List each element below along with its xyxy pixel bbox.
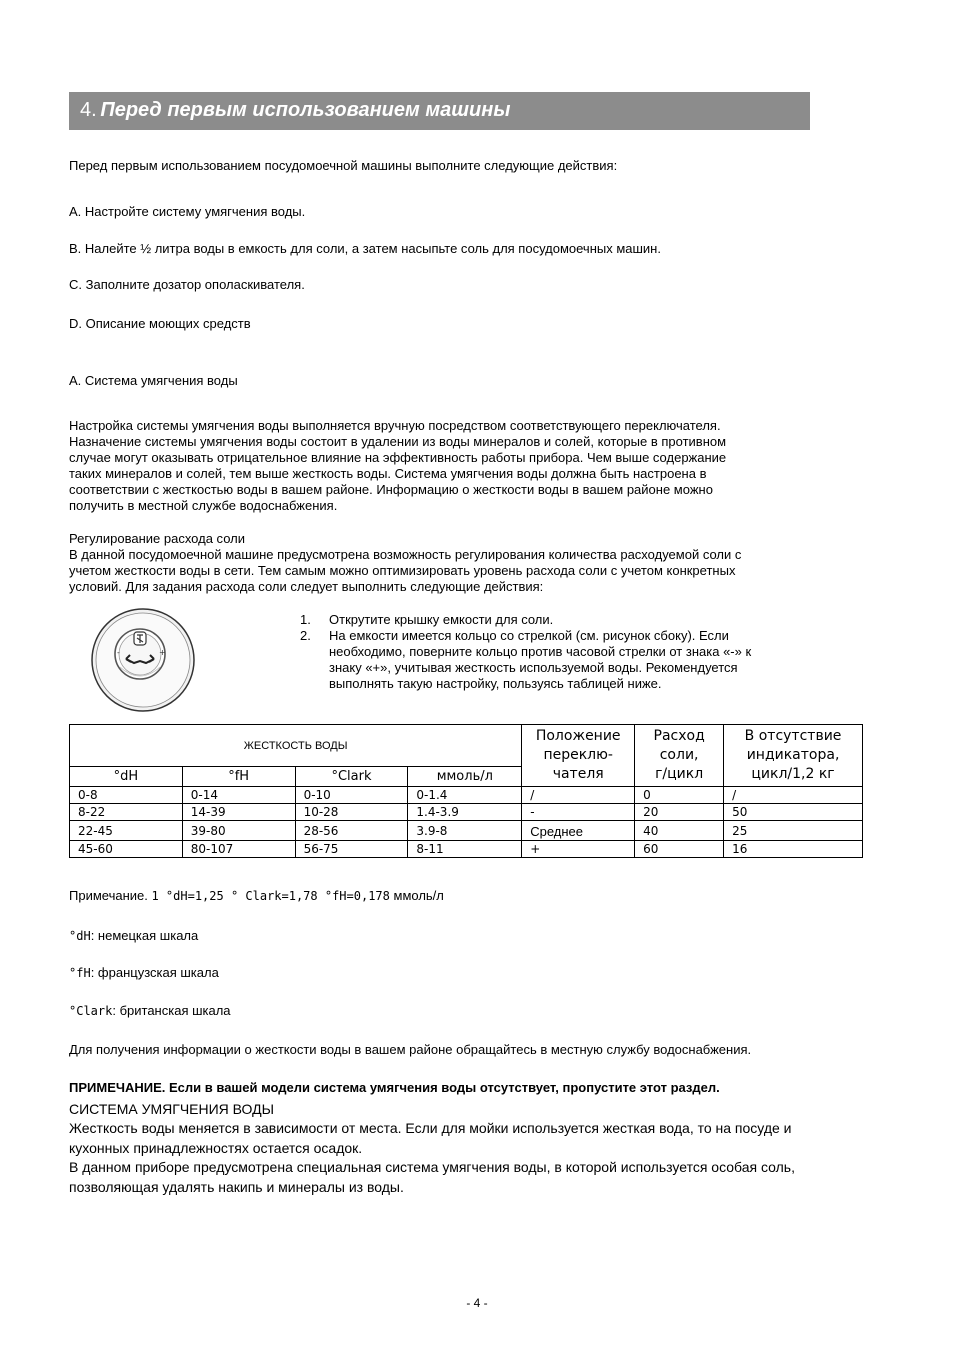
table-row (70, 841, 863, 858)
table-cell: 0-14 (182, 787, 295, 804)
table-cell: 16 (724, 841, 863, 858)
scale-dh (69, 928, 198, 944)
instruction-item (300, 628, 820, 692)
section-title: Перед первым использованием машины (100, 99, 511, 121)
table-cell: 0 (635, 787, 724, 804)
instruction-item (300, 612, 820, 628)
unit-header-fh: °fH (182, 767, 295, 787)
table-row (70, 821, 863, 841)
info-line: Для получения информации о жесткости воды в вашем районе обращайтесь в местную службу водоснабжения. (69, 1042, 752, 1057)
section-header (69, 92, 810, 130)
page-number: - 4 - (466, 1296, 488, 1310)
table-cell: 14-39 (182, 804, 295, 821)
scale-text: : британская шкала (112, 1003, 231, 1018)
no-indicator-header (724, 725, 863, 787)
scale-text: : французская шкала (90, 965, 219, 980)
notice-line: ПРИМЕЧАНИЕ. Если в вашей модели система умягчения воды отсутствует, пропустите этот раздел. (69, 1080, 720, 1095)
paragraph-line: В данной посудомоечной машине предусмотрена возможность регулирования количества расходуемой соли с (69, 547, 742, 562)
paragraph-line: Назначение системы умягчения воды состоит в удалении из воды минералов и солей, которые в противном (69, 434, 727, 449)
salt-cap-icon (90, 607, 196, 713)
hardness-group-header: ЖЕСТКОСТЬ ВОДЫ (70, 725, 522, 767)
instruction-line: На емкости имеется кольцо со стрелкой (см. рисунок сбоку). Если (329, 628, 729, 643)
table-cell: 56-75 (295, 841, 408, 858)
intro-text: Перед первым использованием посудомоечной машины выполните следующие действия: (69, 158, 618, 173)
table-cell: 22-45 (70, 821, 183, 841)
overview-step-d: D. Описание моющих средств (69, 316, 251, 331)
instruction-line: знаку «+», учитывая жесткость используемой воды. Рекомендуется (329, 660, 738, 675)
salt-container-illustration (90, 607, 196, 713)
note-formula: 1 °dH=1,25 ° Clark=1,78 °fH=0,178 (151, 889, 390, 903)
overview-step-c: C. Заполните дозатор ополаскивателя. (69, 277, 305, 292)
table-cell: 39-80 (182, 821, 295, 841)
table-cell: 8-11 (408, 841, 522, 858)
position-header (522, 725, 635, 787)
table-cell: 0-1.4 (408, 787, 522, 804)
table-row (70, 787, 863, 804)
table-cell: 50 (724, 804, 863, 821)
header-line: переклю- (543, 747, 613, 763)
table-cell: 80-107 (182, 841, 295, 858)
hardness-table (69, 724, 863, 858)
salt-adjust-paragraph (69, 531, 829, 595)
paragraph-line: В данном приборе предусмотрена специальная система умягчения воды, в которой используется особая соль, (69, 1159, 795, 1175)
instruction-line: Открутите крышку емкости для соли. (329, 612, 554, 627)
table-cell: 20 (635, 804, 724, 821)
table-cell: 40 (635, 821, 724, 841)
scale-unit: °dH (69, 929, 91, 943)
system-title: СИСТЕМА УМЯГЧЕНИЯ ВОДЫ (69, 1101, 275, 1117)
paragraph-line: получить в местной службе водоснабжения. (69, 498, 338, 513)
paragraph-line: учетом жесткости воды в сети. Тем самым можно оптимизировать уровень расхода соли с учетом конкретных (69, 563, 736, 578)
table-cell: 8-22 (70, 804, 183, 821)
table-cell: 45-60 (70, 841, 183, 858)
table-row (70, 804, 863, 821)
table-cell: / (522, 787, 635, 804)
instruction-number: 2. (300, 628, 311, 643)
table-cell: 1.4-3.9 (408, 804, 522, 821)
svg-text:-: - (117, 648, 120, 657)
system-paragraph (69, 1119, 829, 1197)
overview-step-b: B. Налейте ½ литра воды в емкость для соли, а затем насыпьте соль для посудомоечных машин. (69, 241, 661, 256)
table-header-row (70, 725, 863, 767)
section-a-title: A. Система умягчения воды (69, 373, 238, 388)
paragraph-line: Жесткость воды меняется в зависимости от места. Если для мойки используется жесткая вода, то на посуде и (69, 1120, 792, 1136)
paragraph-line: таких минералов и солей, тем выше жесткость воды. Система умягчения воды должна быть настроена в (69, 466, 707, 481)
header-line: Положение (535, 728, 621, 744)
paragraph-line: кухонных принадлежностях остается осадок. (69, 1139, 363, 1156)
unit-header-dh: °dH (70, 767, 183, 787)
overview-step-a: A. Настройте систему умягчения воды. (69, 204, 306, 219)
header-line: цикл/1,2 кг (751, 766, 835, 782)
softener-paragraph (69, 418, 829, 514)
scale-clark (69, 1003, 231, 1019)
scale-unit: °Clark (69, 1004, 113, 1018)
svg-text:+: + (159, 648, 166, 657)
header-line: чателя (552, 766, 604, 782)
header-line: г/цикл (655, 766, 704, 782)
table-cell: / (724, 787, 863, 804)
instruction-line: необходимо, поверните кольцо против часовой стрелки от знака «-» к (329, 644, 752, 659)
header-line: В отсутствие (744, 728, 842, 744)
table-cell: 0-10 (295, 787, 408, 804)
section-number: 4. (80, 99, 97, 121)
scale-fh (69, 965, 219, 981)
table-cell: 60 (635, 841, 724, 858)
note-line (69, 888, 444, 904)
paragraph-line: позволяющая удалять накипь и минералы из воды. (69, 1178, 404, 1195)
salt-adjust-title: Регулирование расхода соли (69, 531, 245, 546)
consumption-header (635, 725, 724, 787)
table-cell: 25 (724, 821, 863, 841)
header-line: соли, (659, 747, 699, 763)
note-prefix: Примечание. (69, 888, 152, 903)
table-cell: 28-56 (295, 821, 408, 841)
scale-text: : немецкая шкала (90, 928, 199, 943)
instruction-line: выполнять такую настройку, пользуясь таблицей ниже. (329, 676, 662, 691)
unit-header-mmol: ммоль/л (408, 767, 522, 787)
scale-unit: °fH (69, 966, 91, 980)
unit-header-clark: °Clark (295, 767, 408, 787)
paragraph-line: соответствии с жесткостью воды в вашем районе. Информацию о жесткости воды в вашем районе можно (69, 482, 713, 497)
table-cell: + (522, 841, 635, 858)
table-cell: - (522, 804, 635, 821)
paragraph-line: условий. Для задания расхода соли следует выполнить следующие действия: (69, 579, 544, 594)
instruction-number: 1. (300, 612, 311, 627)
paragraph-line: Настройка системы умягчения воды выполняется вручную посредством соответствующего переключателя. (69, 418, 721, 433)
note-unit: ммоль/л (389, 888, 444, 903)
table-cell: 0-8 (70, 787, 183, 804)
table-cell: 10-28 (295, 804, 408, 821)
paragraph-line: случае могут оказывать отрицательное влияние на эффективность работы прибора. Чем выше содержание (69, 450, 727, 465)
table-cell: Среднее (522, 821, 635, 841)
instruction-list (300, 612, 820, 692)
header-line: Расход (653, 728, 705, 744)
header-line: индикатора, (746, 747, 840, 763)
table-cell: 3.9-8 (408, 821, 522, 841)
